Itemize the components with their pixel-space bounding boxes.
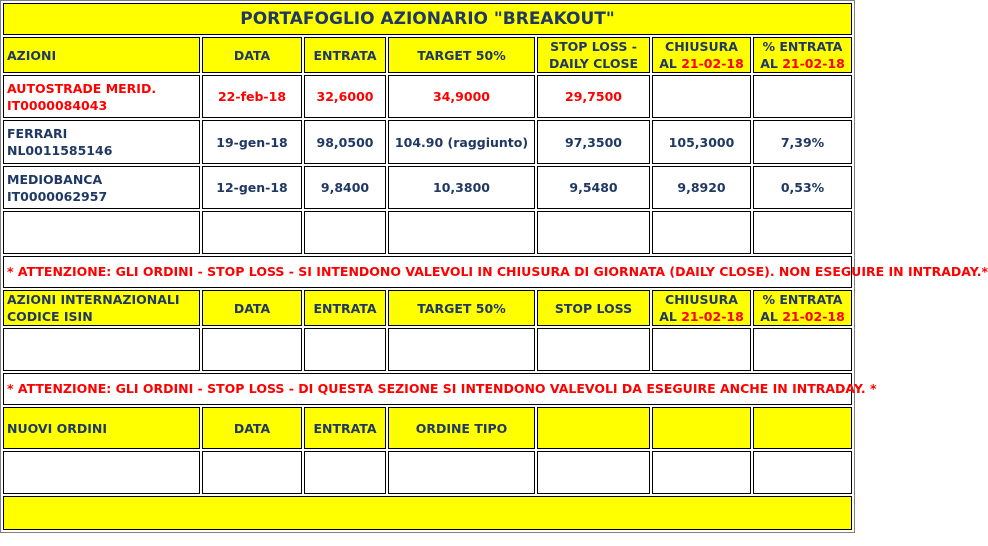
header-stop-line2: DAILY CLOSE [549, 56, 638, 71]
empty-row [3, 451, 852, 494]
empty-header-cell [537, 407, 650, 449]
header-chiusura-prefix: AL [659, 56, 677, 71]
stock-isin: IT0000062957 [7, 188, 108, 204]
empty-row [3, 328, 852, 371]
section2-header-row [3, 290, 852, 326]
empty-cell[interactable] [537, 211, 650, 254]
stock-stop: 97,3500 [537, 120, 650, 164]
stock-name-cell [3, 120, 200, 164]
stock-pct: 7,39% [753, 120, 852, 164]
empty-row [3, 211, 852, 254]
stock-date: 19-gen-18 [202, 120, 302, 164]
empty-cell[interactable] [202, 328, 302, 371]
empty-cell[interactable] [652, 328, 751, 371]
section1-header-row [3, 37, 852, 73]
stock-name: MEDIOBANCA [7, 171, 103, 187]
stock-target: 34,9000 [388, 75, 535, 118]
empty-cell[interactable] [652, 211, 751, 254]
empty-cell[interactable] [304, 211, 386, 254]
empty-cell[interactable] [3, 451, 200, 494]
header-stop-line1: STOP LOSS - [550, 39, 637, 54]
section3-header-row [3, 407, 852, 449]
header-target: TARGET 50% [388, 290, 535, 326]
header-chiusura [652, 37, 751, 73]
header-chiusura [652, 290, 751, 326]
empty-cell[interactable] [388, 211, 535, 254]
header-pct-prefix: AL [760, 56, 778, 71]
header-nuovi-ordini: NUOVI ORDINI [3, 407, 200, 449]
empty-cell[interactable] [304, 451, 386, 494]
note-intraday: * ATTENZIONE: GLI ORDINI - STOP LOSS - DI QUESTA SEZIONE SI INTENDONO VALEVOLI DA ESEGUIRE ANCHE IN INTRADAY. * [3, 373, 852, 405]
header-chiusura-date: 21-02-18 [681, 56, 744, 71]
empty-cell[interactable] [388, 451, 535, 494]
empty-cell[interactable] [3, 211, 200, 254]
header-target: TARGET 50% [388, 37, 535, 73]
empty-cell[interactable] [304, 328, 386, 371]
stock-chiusura: 105,3000 [652, 120, 751, 164]
stock-isin: IT0000084043 [7, 97, 108, 113]
stock-target: 104.90 (raggiunto) [388, 120, 535, 164]
empty-cell[interactable] [652, 451, 751, 494]
stock-date: 12-gen-18 [202, 166, 302, 209]
header-data: DATA [202, 407, 302, 449]
header-azioni-int-line1: AZIONI INTERNAZIONALI [7, 292, 180, 307]
table-row [3, 166, 852, 209]
empty-header-cell [753, 407, 852, 449]
stock-pct: 0,53% [753, 166, 852, 209]
table-row [3, 120, 852, 164]
header-pct-line1: % ENTRATA [762, 39, 843, 54]
header-pct-entrata [753, 290, 852, 326]
stock-entrata: 9,8400 [304, 166, 386, 209]
empty-cell[interactable] [537, 328, 650, 371]
empty-cell[interactable] [202, 451, 302, 494]
stock-date: 22-feb-18 [202, 75, 302, 118]
empty-cell[interactable] [537, 451, 650, 494]
page-title: PORTAFOGLIO AZIONARIO "BREAKOUT" [3, 3, 852, 35]
header-entrata: ENTRATA [304, 290, 386, 326]
stock-name-cell [3, 75, 200, 118]
header-stop-loss [537, 37, 650, 73]
stock-name: AUTOSTRADE MERID. [7, 80, 157, 96]
header-ordine-tipo: ORDINE TIPO [388, 407, 535, 449]
stock-target: 10,3800 [388, 166, 535, 209]
header-entrata: ENTRATA [304, 37, 386, 73]
header-azioni-internazionali [3, 290, 200, 326]
header-pct-prefix: AL [760, 309, 778, 324]
table-row [3, 75, 852, 118]
header-pct-date: 21-02-18 [782, 309, 845, 324]
stock-stop: 29,7500 [537, 75, 650, 118]
empty-cell[interactable] [388, 328, 535, 371]
stock-chiusura: 9,8920 [652, 166, 751, 209]
header-chiusura-date: 21-02-18 [681, 309, 744, 324]
empty-cell[interactable] [753, 211, 852, 254]
stock-chiusura [652, 75, 751, 118]
empty-cell[interactable] [753, 451, 852, 494]
header-pct-line1: % ENTRATA [762, 292, 843, 307]
header-chiusura-prefix: AL [659, 309, 677, 324]
empty-cell[interactable] [202, 211, 302, 254]
header-chiusura-line1: CHIUSURA [665, 292, 738, 307]
header-chiusura-line1: CHIUSURA [665, 39, 738, 54]
header-stop-loss: STOP LOSS [537, 290, 650, 326]
header-azioni-int-line2: CODICE ISIN [7, 309, 93, 324]
header-azioni: AZIONI [3, 37, 200, 73]
header-pct-entrata [753, 37, 852, 73]
empty-cell[interactable] [753, 328, 852, 371]
header-pct-date: 21-02-18 [782, 56, 845, 71]
header-data: DATA [202, 290, 302, 326]
note-daily-close: * ATTENZIONE: GLI ORDINI - STOP LOSS - SI INTENDONO VALEVOLI IN CHIUSURA DI GIORNATA (DAILY CLOSE). NON ESEGUIRE IN INTRADAY.* [3, 256, 852, 288]
footer-bar [3, 496, 852, 530]
header-data: DATA [202, 37, 302, 73]
stock-entrata: 98,0500 [304, 120, 386, 164]
stock-name: FERRARI [7, 126, 68, 141]
stock-stop: 9,5480 [537, 166, 650, 209]
stock-name-cell [3, 166, 200, 209]
header-entrata: ENTRATA [304, 407, 386, 449]
stock-pct [753, 75, 852, 118]
empty-cell[interactable] [3, 328, 200, 371]
stock-isin: NL0011585146 [7, 143, 113, 158]
empty-header-cell [652, 407, 751, 449]
stock-entrata: 32,6000 [304, 75, 386, 118]
